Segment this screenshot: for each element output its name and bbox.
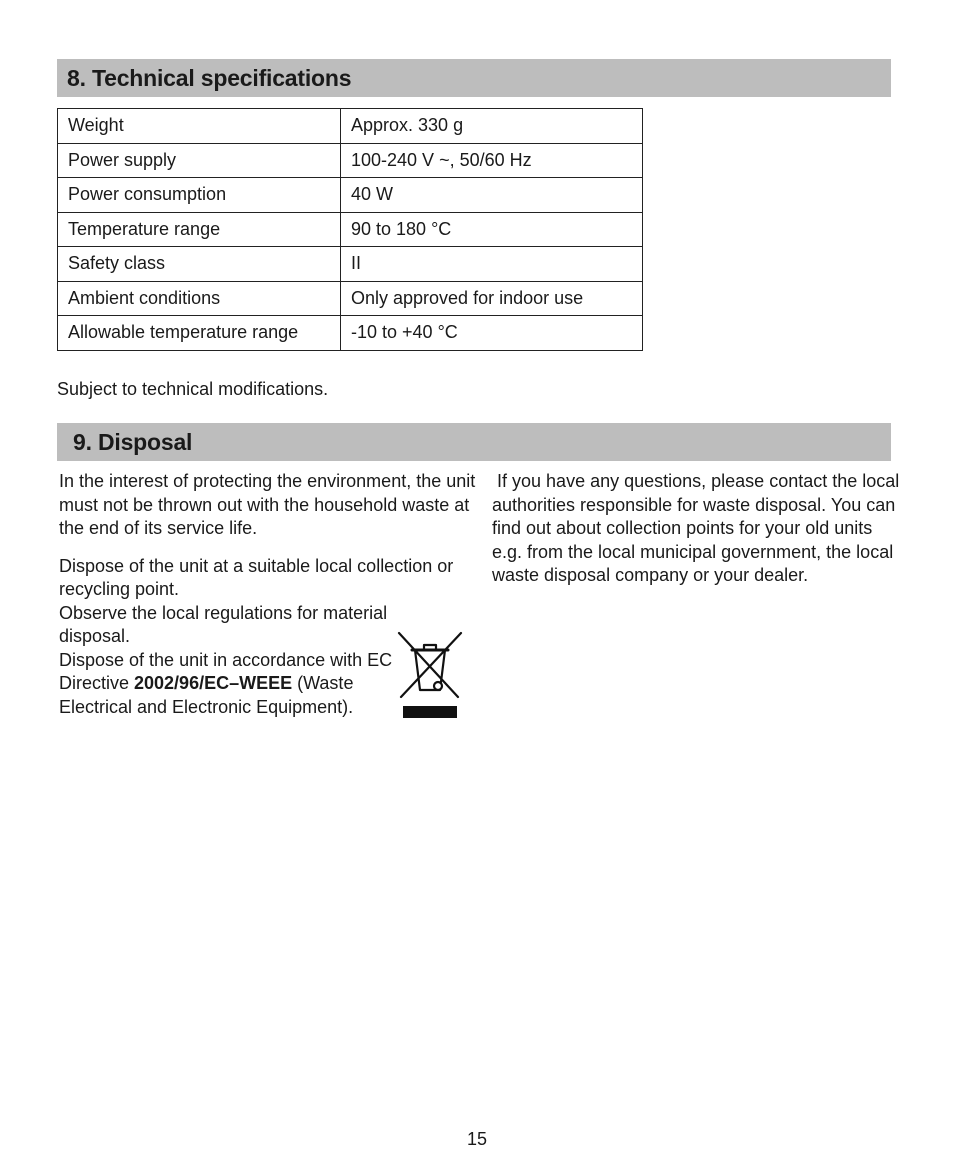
disposal-right-column bbox=[492, 470, 905, 588]
section-header-technical-specifications bbox=[57, 59, 891, 97]
section-title: 8. Technical specifications bbox=[67, 65, 352, 91]
spec-value: Only approved for indoor use bbox=[341, 281, 643, 316]
weee-crossed-bin-icon bbox=[396, 630, 464, 720]
spec-label: Allowable temperature range bbox=[58, 316, 341, 351]
disposal-directive-paragraph bbox=[59, 649, 399, 720]
spec-label: Temperature range bbox=[58, 212, 341, 247]
section-title: 9. Disposal bbox=[73, 429, 193, 455]
spec-value: 90 to 180 °C bbox=[341, 212, 643, 247]
spec-label: Safety class bbox=[58, 247, 341, 282]
spec-label: Ambient conditions bbox=[58, 281, 341, 316]
specifications-table bbox=[57, 108, 643, 351]
disposal-paragraph: In the interest of protecting the environment, the unit must not be thrown out with the household waste at the end of its service life. bbox=[59, 471, 476, 538]
page-number: 15 bbox=[466, 1129, 488, 1149]
table-row bbox=[58, 143, 643, 178]
table-row bbox=[58, 247, 643, 282]
spec-value: -10 to +40 °C bbox=[341, 316, 643, 351]
table-row bbox=[58, 316, 643, 351]
disposal-paragraph: Dispose of the unit at a suitable local collection or recycling point. bbox=[59, 555, 454, 599]
spec-label: Power supply bbox=[58, 143, 341, 178]
disposal-paragraph: Observe the local regulations for material disposal. bbox=[59, 602, 388, 646]
spec-label: Weight bbox=[58, 109, 341, 144]
table-row bbox=[58, 212, 643, 247]
spec-value: 40 W bbox=[341, 178, 643, 213]
disposal-contact-paragraph: If you have any questions, please contact the local authorities responsible for waste disposal. You can find out about collection points for your old units e.g. from the local municipal government, the local waste disposal company or your dealer. bbox=[492, 471, 905, 585]
directive-text-suffix: (Waste Electrical and Electronic Equipment). bbox=[59, 673, 354, 717]
modification-note: Subject to technical modifications. bbox=[57, 379, 329, 399]
table-row bbox=[58, 109, 643, 144]
directive-text-prefix: Dispose of the unit in accordance with EC Directive bbox=[59, 649, 393, 693]
section-header-disposal bbox=[57, 423, 891, 461]
spec-value: 100-240 V ~, 50/60 Hz bbox=[341, 143, 643, 178]
spec-label: Power consumption bbox=[58, 178, 341, 213]
spec-value: II bbox=[341, 247, 643, 282]
spec-value: Approx. 330 g bbox=[341, 109, 643, 144]
directive-code: 2002/96/EC–WEEE bbox=[134, 673, 293, 693]
table-row bbox=[58, 281, 643, 316]
table-row bbox=[58, 178, 643, 213]
